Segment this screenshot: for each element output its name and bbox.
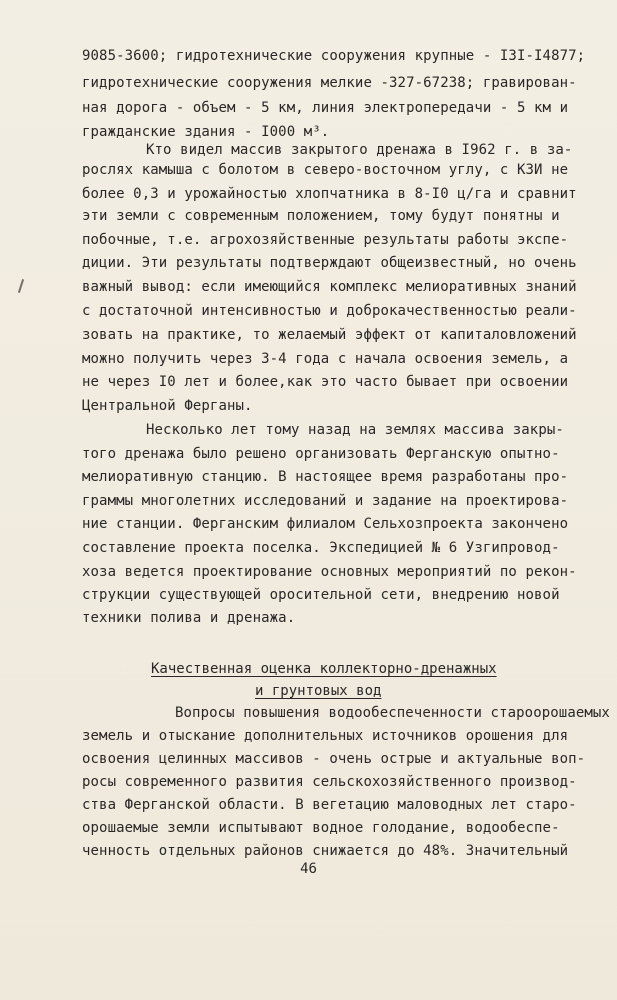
text-line: граммы многолетних исследований и задание на проектирова-: [82, 493, 569, 509]
text-line: техники полива и дренажа.: [82, 610, 296, 626]
text-line: орошаемые земли испытывают водное голодание, водообеспе-: [82, 820, 560, 836]
text-line: зовать на практике, то желаемый эффект от капиталовложений: [82, 327, 577, 343]
section-heading: и грунтовых вод: [255, 683, 382, 699]
text-line: ченность отдельных районов снижается до 48%. Значительный: [82, 843, 569, 859]
text-line: земель и отыскание дополнительных источников орошения для: [82, 728, 569, 744]
text-line: гидротехнические сооружения мелкие -327-67238; гравирован-: [82, 75, 577, 91]
text-line: с достаточной интенсивностью и доброкачественностью реали-: [82, 303, 577, 319]
text-line: эти земли с современным положением, тому будут понятны и: [82, 208, 560, 224]
text-line: не через I0 лет и более,как это часто бывает при освоении: [82, 374, 569, 390]
page-number: 46: [300, 861, 317, 877]
text-line: Центральной Ферганы.: [82, 398, 253, 414]
margin-pencil-mark: [18, 279, 24, 293]
text-line: ная дорога - объем - 5 км, линия электропередачи - 5 км и: [82, 100, 569, 116]
text-line: важный вывод: если имеющийся комплекс мелиоративных знаний: [82, 279, 577, 295]
text-line: более 0,3 и урожайностью хлопчатника в 8-I0 ц/га и сравнит: [82, 186, 577, 202]
text-line: побочные, т.е. агрохозяйственные результаты работы экспе-: [82, 232, 569, 248]
text-line: Вопросы повышения водообеспеченности староорошаемых: [175, 705, 610, 721]
text-line: составление проекта поселка. Экспедицией № 6 Узгипровод-: [82, 540, 560, 556]
text-line: гражданские здания - I000 м³.: [82, 124, 330, 140]
text-line: 9085-3600; гидротехнические сооружения крупные - I3I-I4877;: [82, 48, 586, 64]
text-line: ства Ферганской области. В вегетацию маловодных лет старо-: [82, 797, 577, 813]
text-line: можно получить через 3-4 года с начала освоения земель, а: [82, 351, 569, 367]
text-line: Кто видел массив закрытого дренажа в I962 г. в за-: [146, 142, 573, 158]
text-line: Несколько лет тому назад на землях массива закры-: [146, 422, 564, 438]
text-line: освоения целинных массивов - очень острые и актуальные воп-: [82, 751, 586, 767]
text-line: хоза ведется проектирование основных мероприятий по рекон-: [82, 564, 577, 580]
text-line: росы современного развития сельскохозяйственного производ-: [82, 774, 577, 790]
text-line: ние станции. Ферганским филиалом Сельхозпроекта закончено: [82, 516, 569, 532]
text-line: того дренажа было решено организовать Ферганскую опытно-: [82, 446, 560, 462]
text-line: мелиоративную станцию. В настоящее время разработаны про-: [82, 469, 569, 485]
section-heading: Качественная оценка коллекторно-дренажных: [151, 661, 497, 677]
text-line: диции. Эти результаты подтверждают общеизвестный, но очень: [82, 255, 577, 271]
text-line: рослях камыша с болотом в северо-восточном углу, с КЗИ не: [82, 162, 569, 178]
text-line: струкции существующей оросительной сети, внедрению новой: [82, 587, 560, 603]
